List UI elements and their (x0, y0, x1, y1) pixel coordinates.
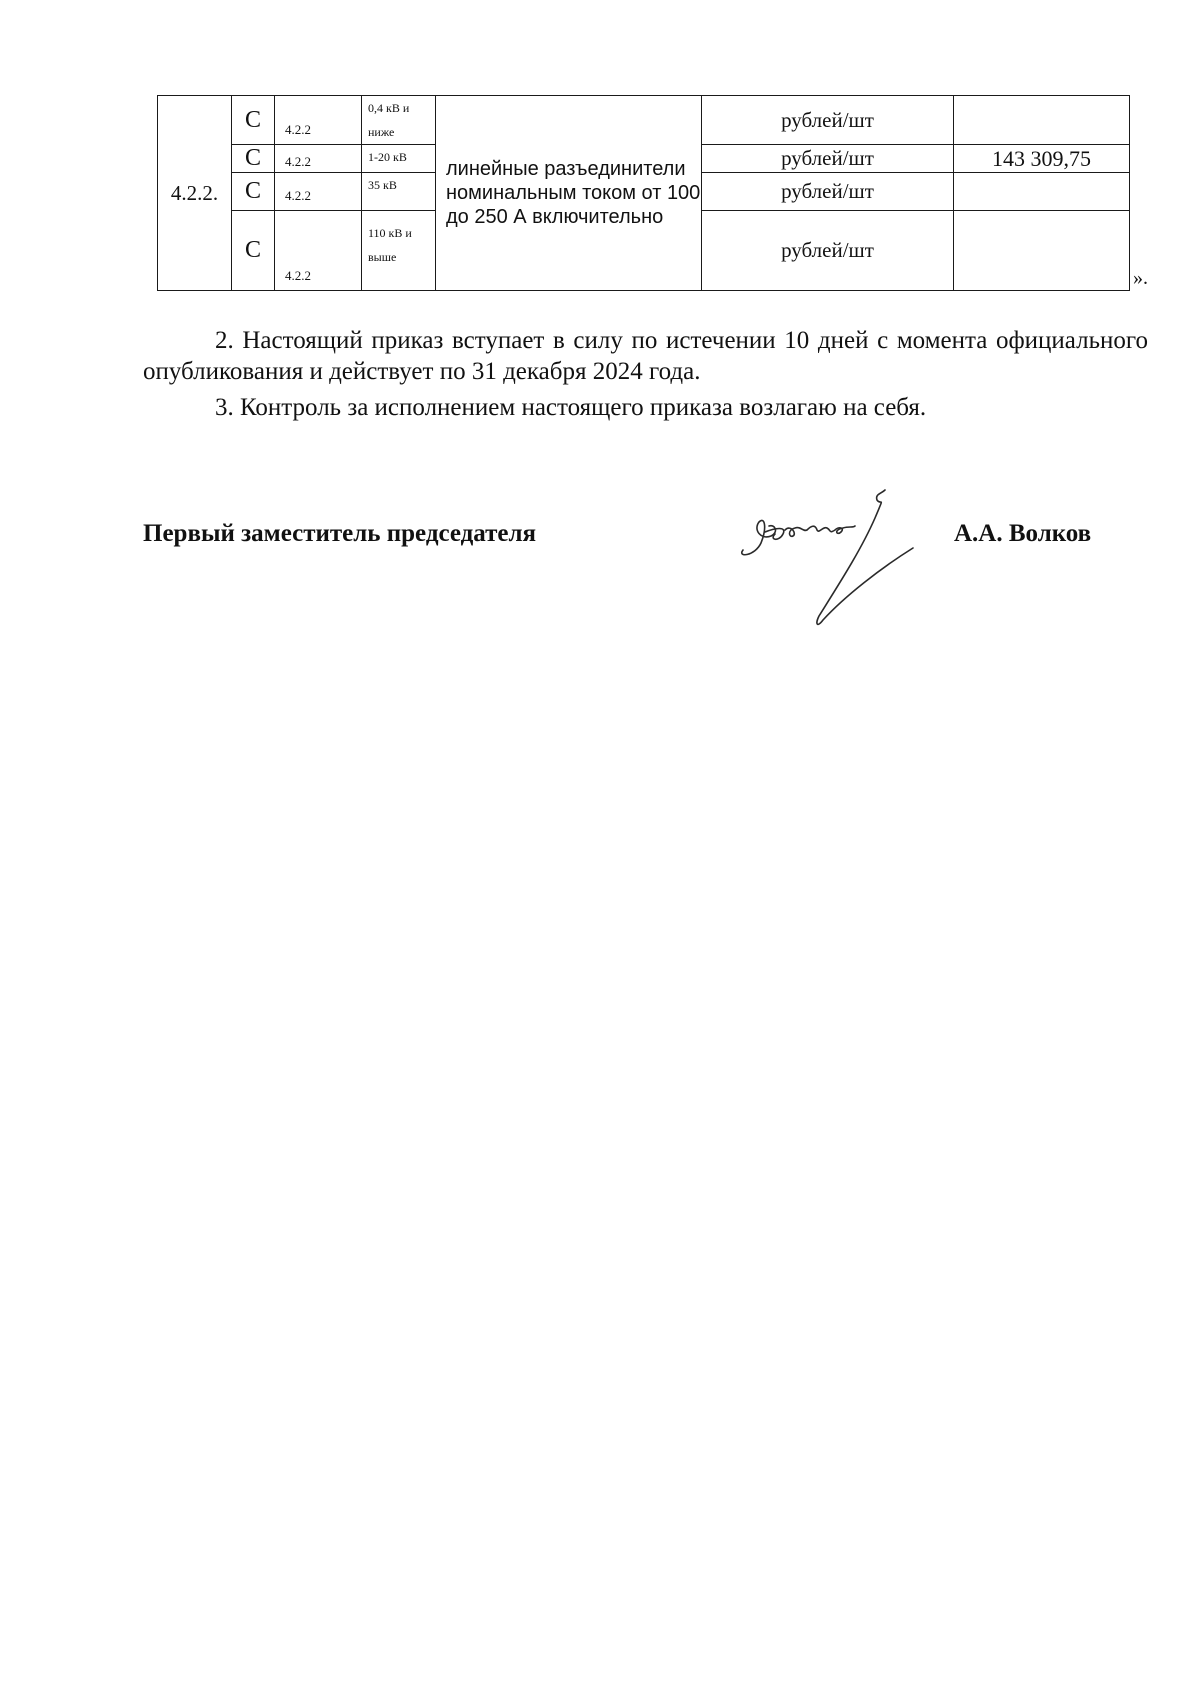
table-row (158, 96, 1130, 145)
section-label: 4.2.2 (285, 122, 311, 137)
paragraph-control: 3. Контроль за исполнением настоящего приказа возлагаю на себя. (215, 394, 927, 421)
value-cell: 143 309,75 (954, 145, 1130, 173)
voltage-cell: 0,4 кВ и ниже (362, 96, 436, 145)
section-cell (275, 211, 362, 291)
section-label: 4.2.2 (285, 268, 311, 283)
level-cell: С (232, 96, 275, 145)
value-cell (954, 96, 1130, 145)
level-cell: С (232, 145, 275, 173)
signatory-title: Первый заместитель председателя (143, 520, 537, 547)
section-label: 4.2.2 (285, 154, 311, 169)
item-number-cell: 4.2.2. (158, 96, 232, 291)
unit-cell: рублей/шт (702, 96, 954, 145)
unit-cell: рублей/шт (702, 211, 954, 291)
section-cell (275, 96, 362, 145)
voltage-cell: 35 кВ (362, 173, 436, 211)
description-cell: линейные разъединители номинальным током от 100 до 250 А включительно (436, 96, 702, 291)
level-cell: С (232, 173, 275, 211)
signatory-name: А.А. Волков (954, 520, 1092, 547)
section-label: 4.2.2 (285, 188, 311, 203)
unit-cell: рублей/шт (702, 173, 954, 211)
value-cell (954, 173, 1130, 211)
paragraph-effective-date: 2. Настоящий приказ вступает в силу по истечении 10 дней с момента официального опубликования и действует по 31 декабря 2024 года. (143, 327, 1148, 385)
voltage-cell: 110 кВ и выше (362, 211, 436, 291)
section-cell (275, 173, 362, 211)
section-cell (275, 145, 362, 173)
closing-quote: ». (1133, 267, 1148, 289)
tariff-table (157, 95, 1130, 291)
voltage-cell: 1-20 кВ (362, 145, 436, 173)
unit-cell: рублей/шт (702, 145, 954, 173)
value-cell (954, 211, 1130, 291)
handwritten-signature (735, 488, 955, 638)
level-cell: С (232, 211, 275, 291)
